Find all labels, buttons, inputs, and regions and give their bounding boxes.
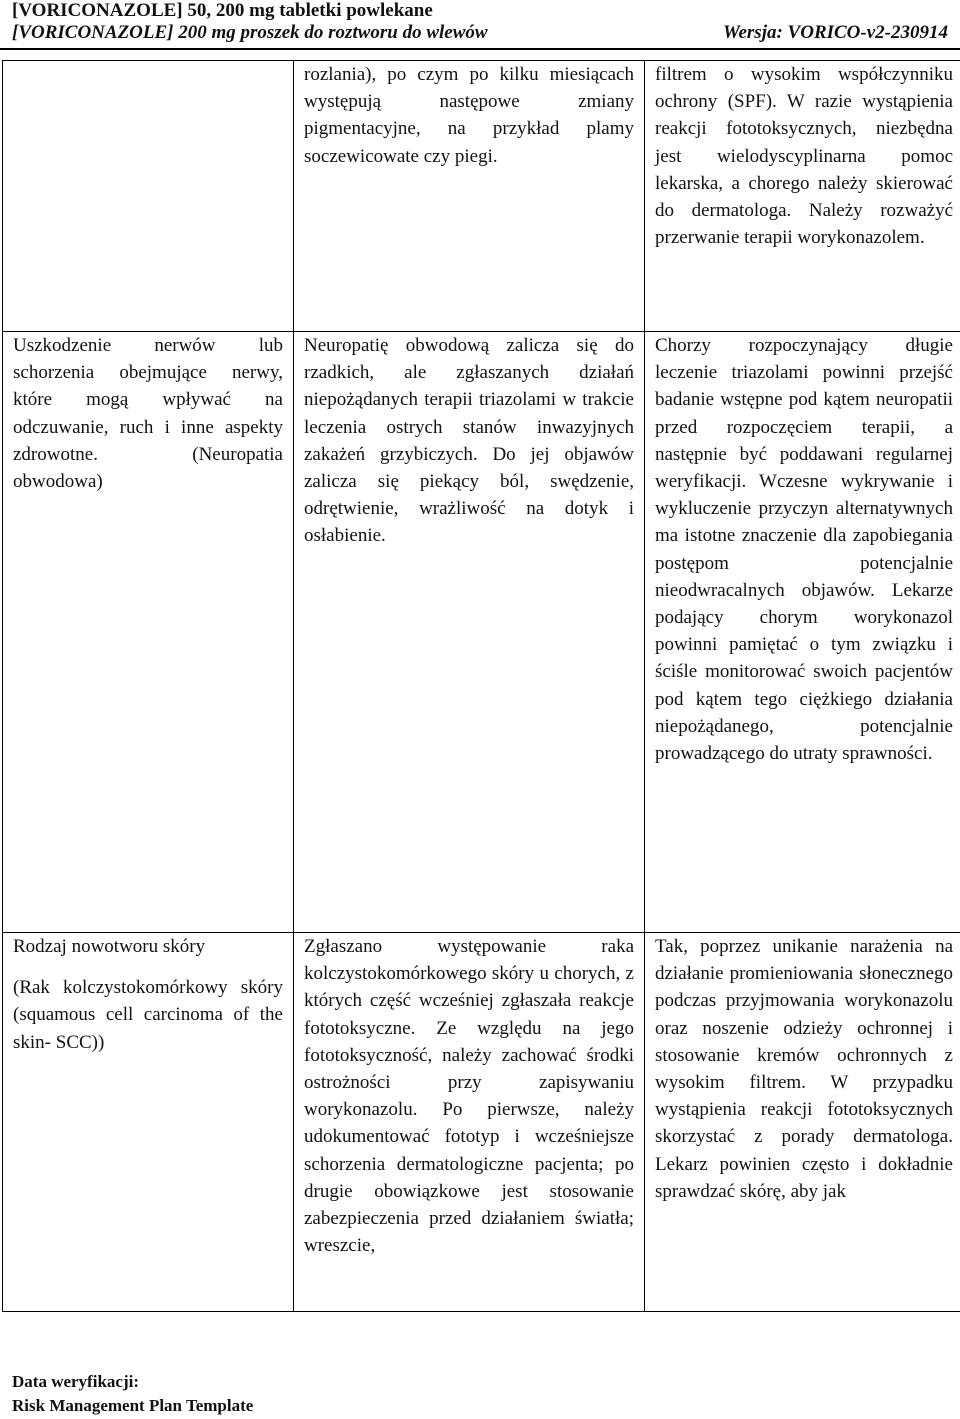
paragraph: Uszkodzenie nerwów lub schorzenia obejmujące nerwy, które mogą wpływać na odczuwanie, ruch i inne aspekty zdrowotne. (Neuropatia obwodowa) — [13, 335, 283, 493]
risk-prevention-cell — [645, 933, 960, 1312]
header-title-tablets: [VORICONAZOLE] 50, 200 mg tabletki powlekane — [12, 0, 433, 21]
risk-name-cell — [3, 933, 294, 1312]
risk-table — [2, 60, 960, 1312]
paragraph: Rodzaj nowotworu skóry — [13, 936, 206, 957]
header-divider — [0, 48, 960, 50]
header-subtitle-row — [12, 22, 948, 44]
header-version: Wersja: VORICO-v2-230914 — [722, 22, 948, 43]
risk-description-cell — [294, 332, 645, 933]
paragraph: (Rak kolczystokomórkowy skóry (squamous cell carcinoma of the skin- SCC)) — [13, 977, 283, 1053]
paragraph: Chorzy rozpoczynający długie leczenie triazolami powinni przejść badanie wstępne pod kątem neuropatii przed rozpoczęciem terapii, a następnie być poddawani regularnej weryfikacji. Wczesne wykrywanie i wykluczenie przyczyn alternatywnych ma istotne znaczenie dla zapobiegania postępom potencjalnie nieodwracalnych objawów. Lekarze podający chorym worykonazol powinni pamiętać o tym związku i ściśle monitorować swoich pacjentów pod kątem tego ciężkiego działania niepożądanego, potencjalnie prowadzącego do utraty sprawności. — [655, 335, 953, 765]
risk-prevention-cell — [645, 61, 960, 332]
risk-description-cell — [294, 61, 645, 332]
risk-name-cell — [3, 332, 294, 933]
document-footer — [12, 1370, 253, 1418]
paragraph: rozlania), po czym po kilku miesiącach występują następowe zmiany pigmentacyjne, na przykład plamy soczewicowate czy piegi. — [304, 64, 634, 167]
document-header — [12, 0, 948, 44]
paragraph: Zgłaszano występowanie raka kolczystokomórkowego skóry u chorych, z których część wcześniej zgłaszała reakcje fototoksyczne. Ze względu na jego fototoksyczność, należy zachować środki ostrożności przy zapisywaniu worykonazolu. Po pierwsze, należy udokumentować fototyp i wcześniejsze schorzenia dermatologiczne pacjenta; po drugie obowiązkowe jest stosowanie zabezpieczenia przed działaniem światła; wreszcie, — [304, 936, 634, 1257]
risk-prevention-cell — [645, 332, 960, 933]
footer-verification-date: Data weryfikacji: — [12, 1372, 139, 1391]
table-row — [3, 933, 960, 1312]
table-row — [3, 332, 960, 933]
paragraph: Neuropatię obwodową zalicza się do rzadkich, ale zgłaszanych działań niepożądanych terapii triazolami w trakcie leczenia ostrych stanów inwazyjnych zakażeń grzybiczych. Do jej objawów zalicza się piekący ból, swędzenie, odrętwienie, wrażliwość na dotyk i osłabienie. — [304, 335, 634, 547]
footer-template-name: Risk Management Plan Template — [12, 1396, 254, 1415]
paragraph: filtrem o wysokim współczynniku ochrony (SPF). W razie wystąpienia reakcji fototoksycznych, niezbędna jest wielodyscyplinarna pomoc lekarska, a chorego należy skierować do dermatologa. Należy rozważyć przerwanie terapii worykonazolem. — [655, 64, 953, 249]
risk-description-cell — [294, 933, 645, 1312]
paragraph: Tak, poprzez unikanie narażenia na działanie promieniowania słonecznego podczas przyjmowania worykonazolu oraz noszenie odzieży ochronnej i stosowanie kremów ochronnych z wysokim filtrem. W przypadku wystąpienia reakcji fototoksycznych skorzystać z porady dermatologa. Lekarz powinien często i dokładnie sprawdzać skórę, aby jak — [655, 936, 953, 1202]
table-row — [3, 61, 960, 332]
risk-name-cell — [3, 61, 294, 332]
header-title-infusion: [VORICONAZOLE] 200 mg proszek do roztworu do wlewów — [12, 22, 488, 43]
